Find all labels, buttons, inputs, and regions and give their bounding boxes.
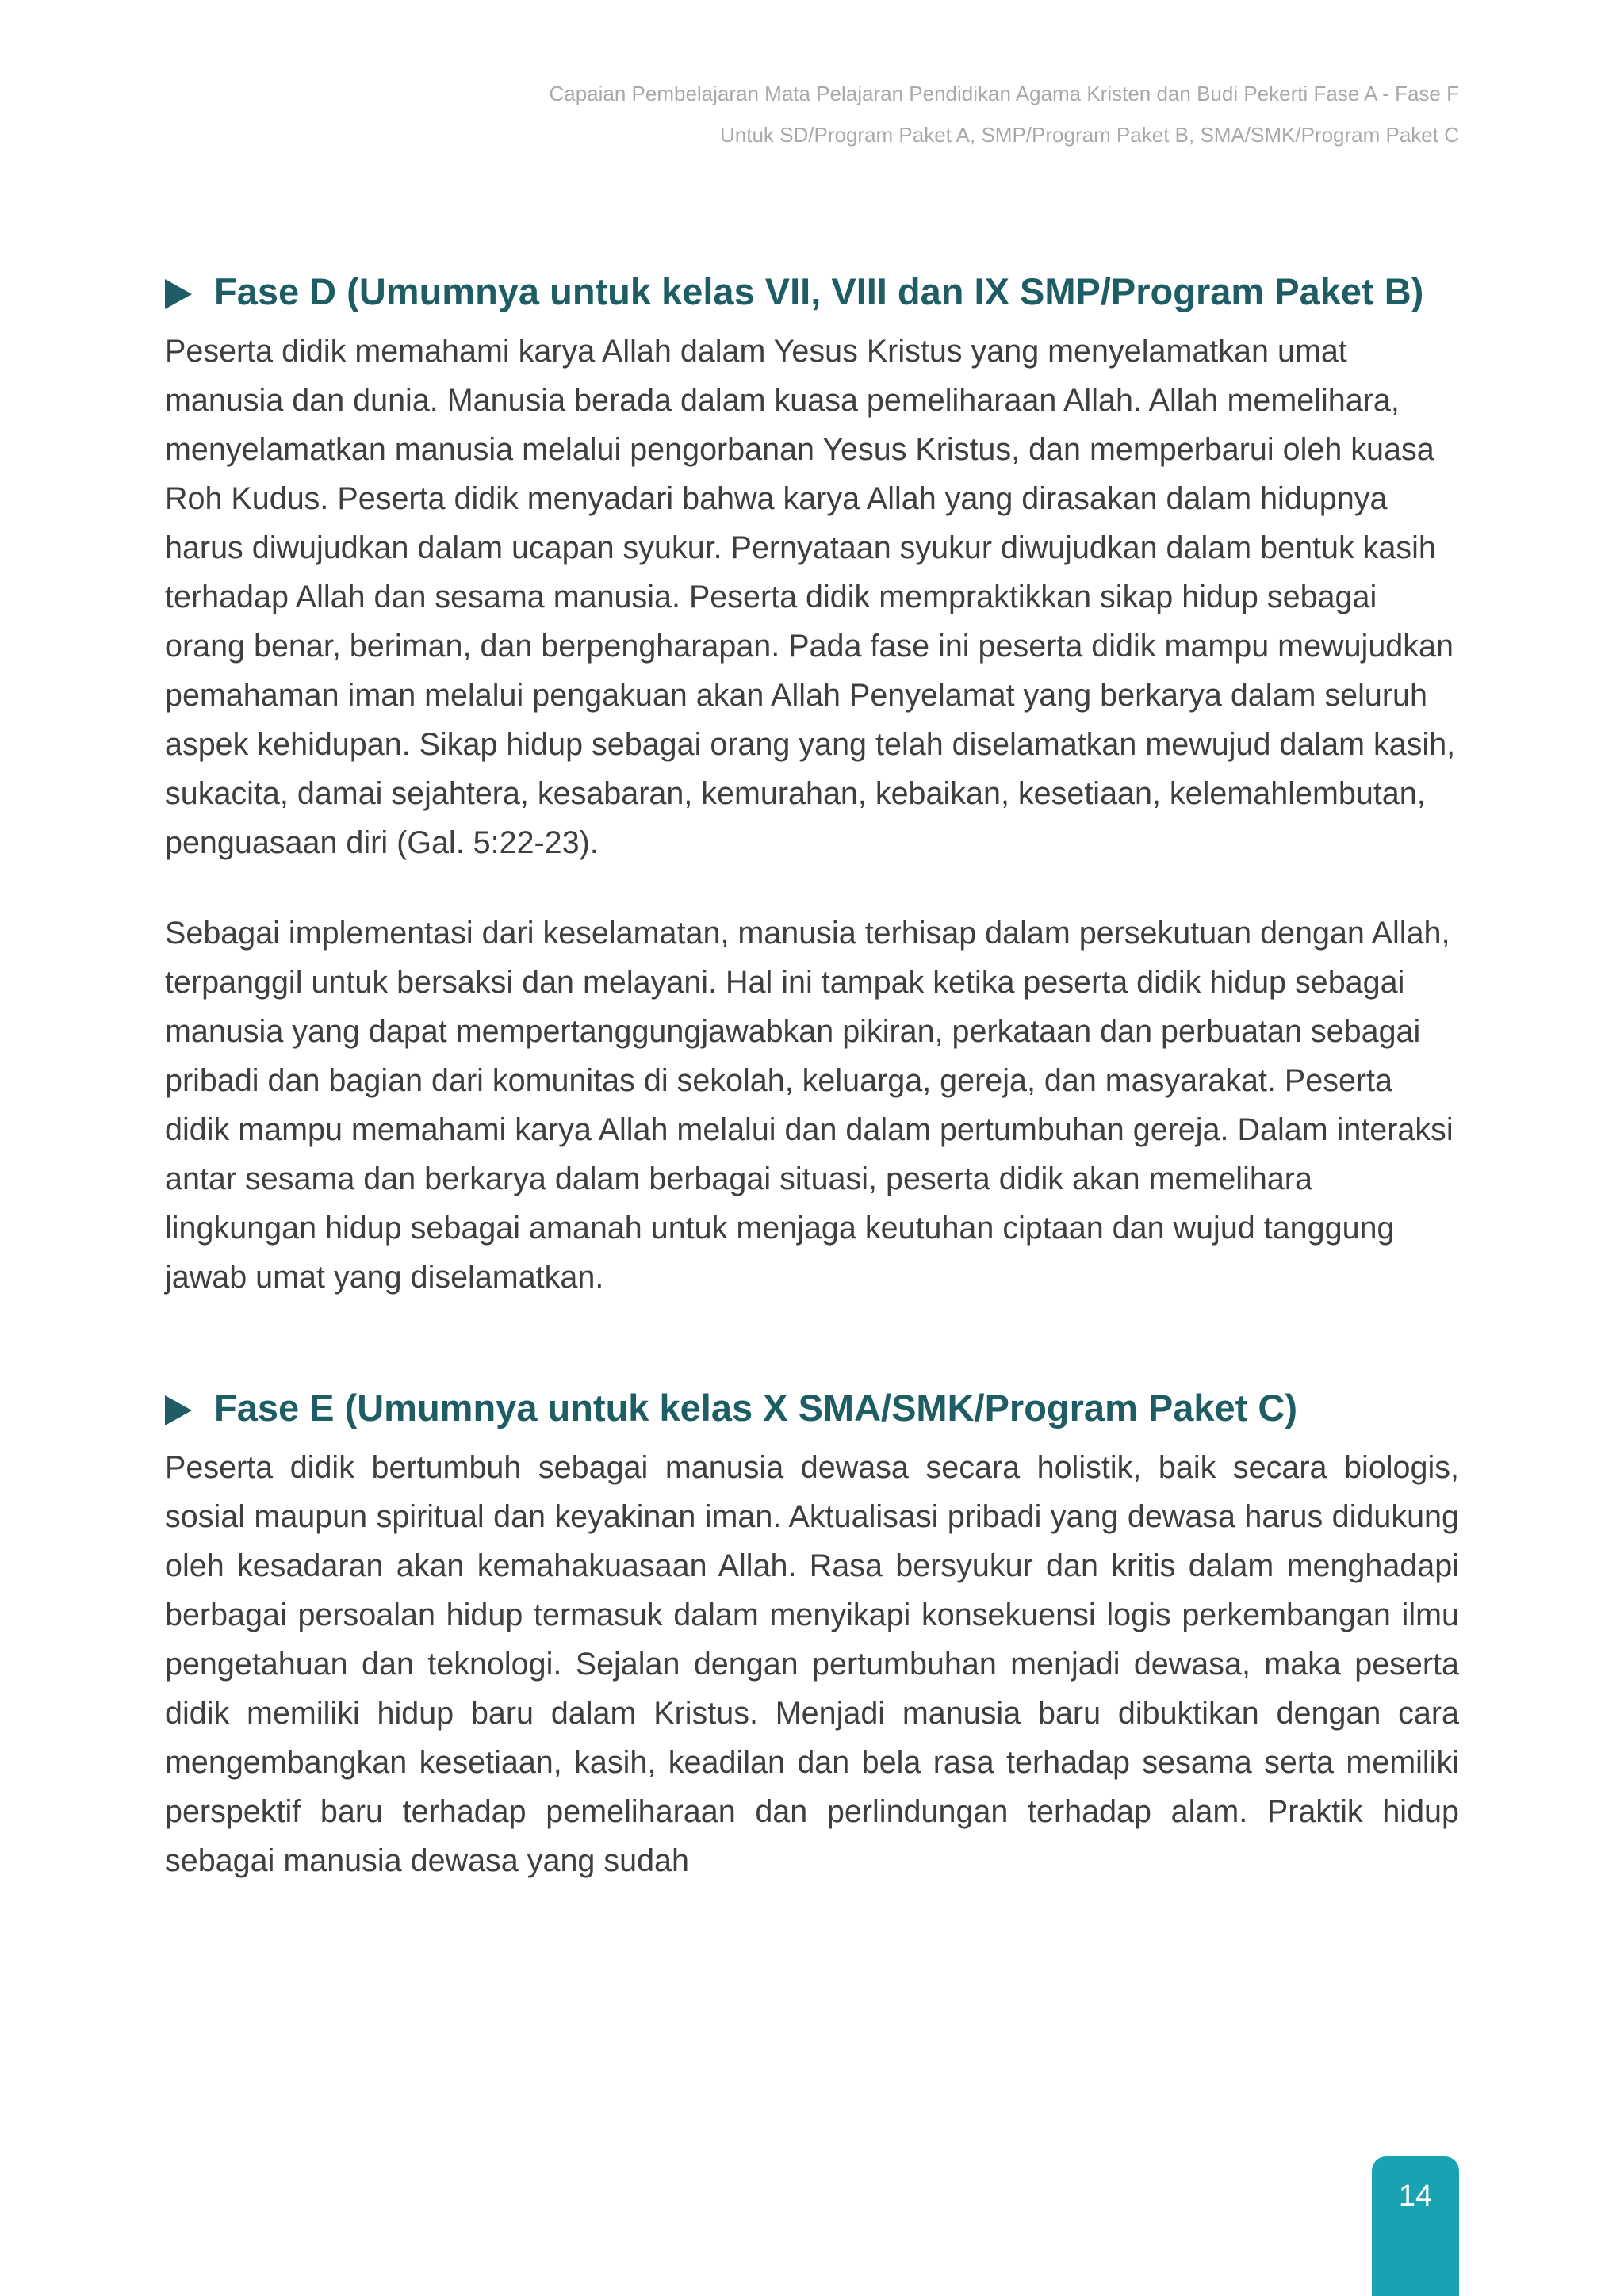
paragraph-fase-d-1: Peserta didik memahami karya Allah dalam Yesus Kristus yang menyelamatkan umat manusia dan dunia. Manusia berada dalam kuasa pemeliharaan Allah. Allah memelihara, menyelamatkan manusia melalui pengorbanan Yesus Kristus, dan memperbarui oleh kuasa Roh Kudus. Peserta didik menyadari bahwa karya Allah yang dirasakan dalam hidupnya harus diwujudkan dalam ucapan syukur. Pernyataan syukur diwujudkan dalam bentuk kasih terhadap Allah dan sesama manusia. Peserta didik mempraktikkan sikap hidup sebagai orang benar, beriman, dan berpengharapan. Pada fase ini peserta didik mampu mewujudkan pemahaman iman melalui pengakuan akan Allah Penyelamat yang berkarya dalam seluruh aspek kehidupan. Sikap hidup sebagai orang yang telah diselamatkan mewujud dalam kasih, sukacita, damai sejahtera, kesabaran, kemurahan, kebaikan, kesetiaan, kelemahlembutan, penguasaan diri (Gal. 5:22-23).: [165, 334, 1456, 860]
paragraph-fase-e-1: Peserta didik bertumbuh sebagai manusia dewasa secara holistik, baik secara biologis, sosial maupun spiritual dan keyakinan iman. Aktualisasi pribadi yang dewasa harus didukung oleh kesadaran akan kemahakuasaan Allah. Rasa bersyukur dan kritis dalam menghadapi berbagai persoalan hidup termasuk dalam menyikapi konsekuensi logis perkembangan ilmu pengetahuan dan teknologi. Sejalan dengan pertumbuhan menjadi dewasa, maka peserta didik memiliki hidup baru dalam Kristus. Menjadi manusia baru dibuktikan dengan cara mengembangkan kesetiaan, kasih, keadilan dan bela rasa terhadap sesama serta memiliki perspektif baru terhadap pemeliharaan dan perlindungan terhadap alam. Praktik hidup sebagai manusia dewasa yang sudah: [165, 1450, 1459, 1878]
page-number: 14: [1398, 2179, 1433, 2213]
page-number-badge: [1372, 2156, 1459, 2296]
running-header-line-1: Capaian Pembelajaran Mata Pelajaran Pendidikan Agama Kristen dan Budi Pekerti Fase A - Fase F: [549, 82, 1459, 105]
section-heading-fase-e: [165, 1380, 1459, 1437]
running-header-line-2: Untuk SD/Program Paket A, SMP/Program Paket B, SMA/SMK/Program Paket C: [720, 123, 1459, 147]
section-title-fase-d: Fase D (Umumnya untuk kelas VII, VIII dan IX SMP/Program Paket B): [214, 270, 1424, 312]
triangle-bullet-icon: [165, 1395, 192, 1425]
page-content: [165, 263, 1459, 1885]
paragraph-fase-d-2: Sebagai implementasi dari keselamatan, manusia terhisap dalam persekutuan dengan Allah, terpanggil untuk bersaksi dan melayani. Hal ini tampak ketika peserta didik hidup sebagai manusia yang dapat mempertanggungjawabkan pikiran, perkataan dan perbuatan sebagai pribadi dan bagian dari komunitas di sekolah, keluarga, gereja, dan masyarakat. Peserta didik mampu memahami karya Allah melalui dan dalam pertumbuhan gereja. Dalam interaksi antar sesama dan berkarya dalam berbagai situasi, peserta didik akan memelihara lingkungan hidup sebagai amanah untuk menjaga keutuhan ciptaan dan wujud tanggung jawab umat yang diselamatkan.: [165, 916, 1454, 1295]
section-heading-fase-d: [165, 263, 1459, 320]
running-header: [549, 73, 1459, 155]
triangle-bullet-icon: [165, 279, 192, 309]
section-title-fase-e: Fase E (Umumnya untuk kelas X SMA/SMK/Program Paket C): [214, 1387, 1297, 1429]
